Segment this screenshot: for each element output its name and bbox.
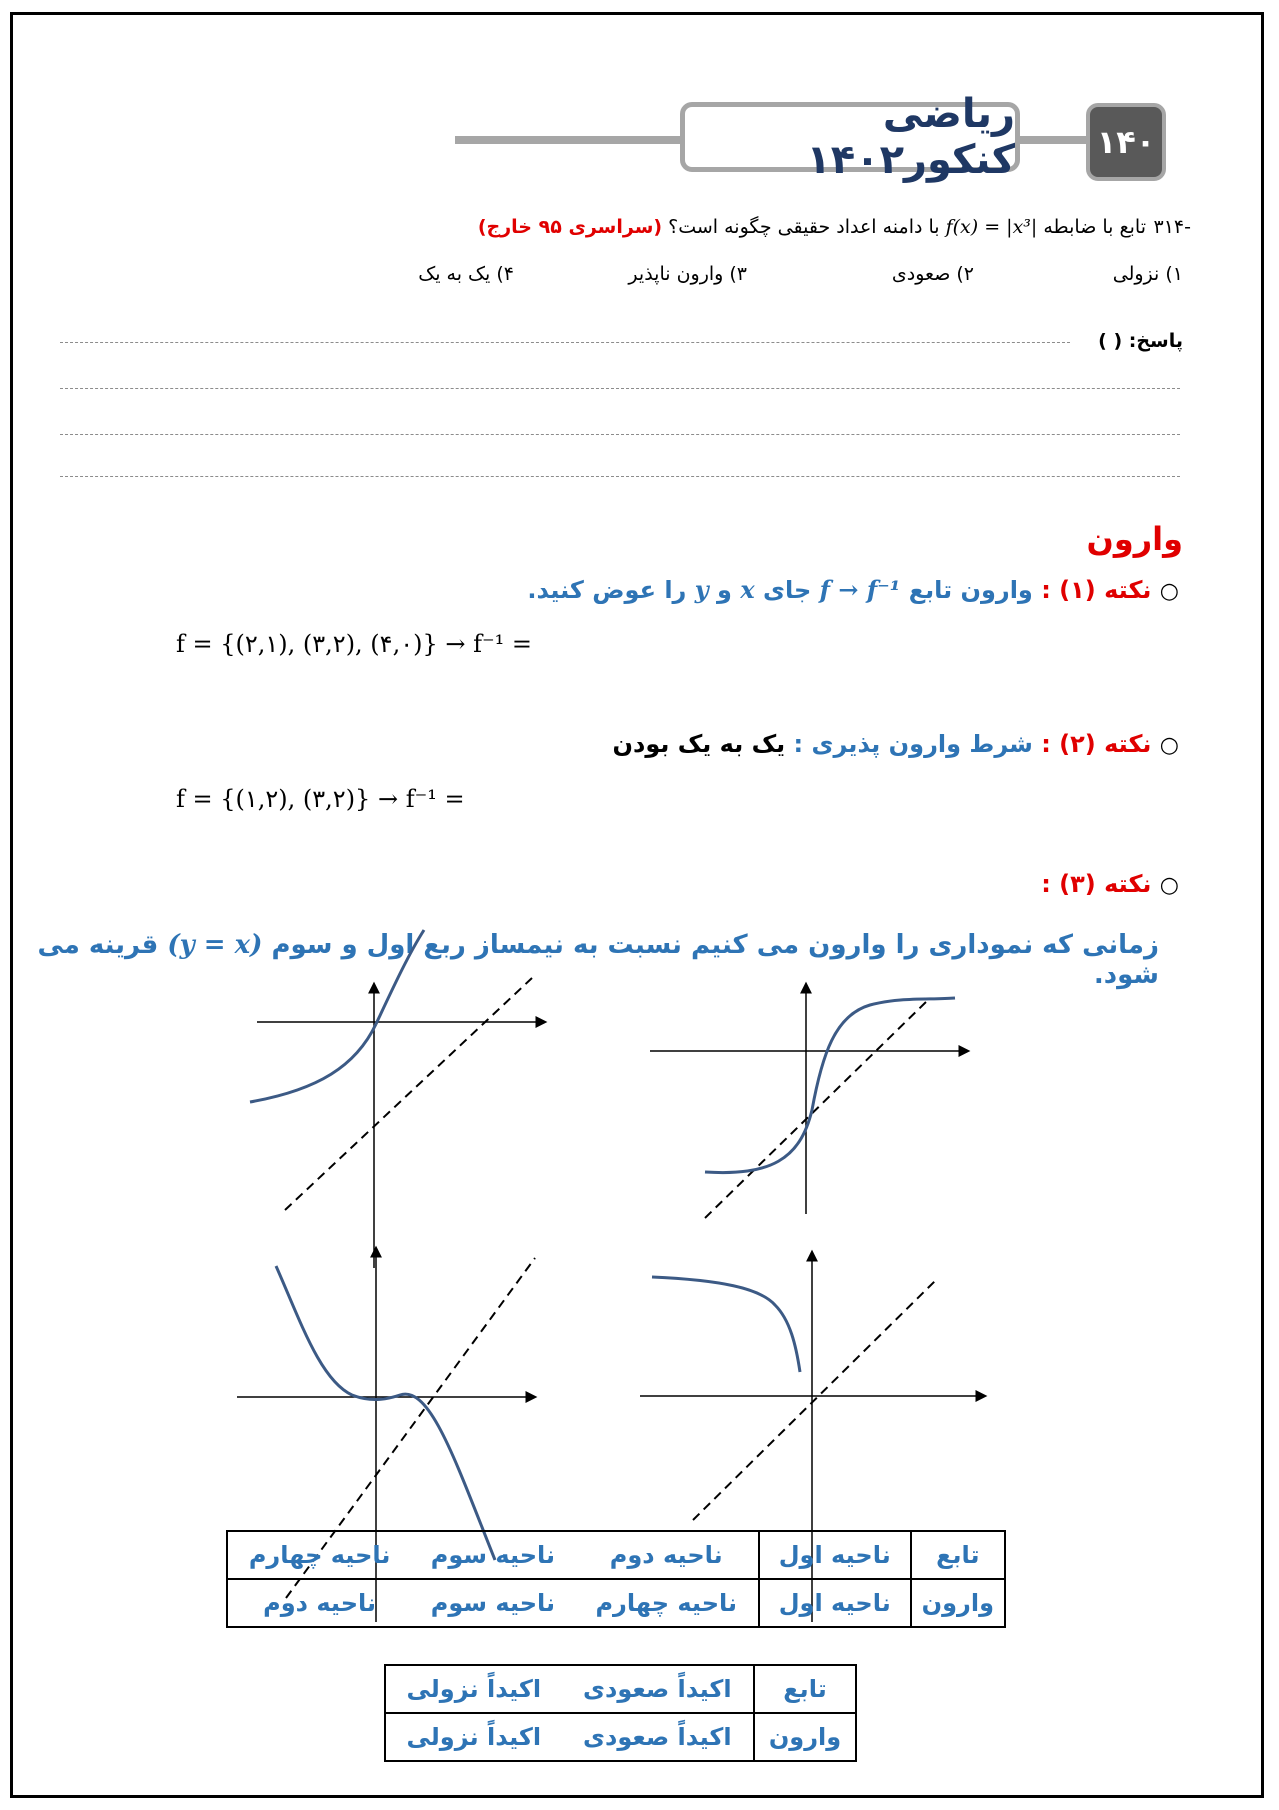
row-head: تابع: [911, 1531, 1005, 1579]
note-1-bullet: ○: [1159, 579, 1179, 604]
graph-top-right-final: [650, 984, 968, 1218]
table-cell: ناحیه دوم: [227, 1579, 411, 1627]
note-1-text-c: و: [717, 576, 732, 604]
answer-label: پاسخ: ( ): [1098, 330, 1183, 352]
note-3-desc-a: زمانی که نموداری را وارون می کنیم نسبت به نیمساز ربع اول و سوم: [271, 930, 1159, 960]
note-1-example: f = {(۲,۱), (۳,۲), (۴,۰)} → f⁻¹ =: [176, 630, 532, 658]
page-number: ۱۴۰: [1096, 123, 1156, 161]
table-row: [385, 1665, 856, 1713]
note-1-var-x: x: [740, 575, 755, 604]
table-cell: ناحیه چهارم: [575, 1579, 759, 1627]
note-3-label: نکته (۳) :: [1041, 870, 1152, 898]
question-text-before: تابع با ضابطه: [1043, 216, 1146, 238]
note-3-desc-formula: (y = x): [167, 930, 263, 960]
note-3-desc-b: قرینه می شود.: [37, 930, 1159, 990]
table-cell: ناحیه سوم: [411, 1531, 574, 1579]
question-text-after: با دامنه اعداد حقیقی چگونه است؟: [668, 216, 940, 238]
question-formula: f(x) = |x³|: [945, 216, 1038, 238]
note-2-bullet: ○: [1159, 733, 1179, 758]
table-cell: ناحیه دوم: [575, 1531, 759, 1579]
row-head: وارون: [754, 1713, 856, 1761]
note-2-example: f = {(۱,۲), (۳,۲)} → f⁻¹ =: [176, 785, 465, 813]
header-title: ریاضی کنکور۱۴۰۲: [806, 91, 1015, 183]
table-cell: اکیداً صعودی: [562, 1665, 754, 1713]
question-source: (سراسری ۹۵ خارج): [477, 216, 663, 238]
note-1-formula: f → f⁻¹: [819, 575, 901, 604]
table-cell: ناحیه چهارم: [227, 1531, 411, 1579]
graph-top-left-final: [200, 930, 560, 1275]
section-title: وارون: [1086, 520, 1183, 558]
note-3-bullet: ○: [1159, 873, 1179, 898]
bisector-line: [705, 1000, 928, 1218]
quadrant-table: [226, 1530, 1006, 1628]
note-1-text-d: را عوض کنید.: [527, 576, 687, 604]
table-cell: ناحیه اول: [759, 1531, 911, 1579]
bisector-line: [693, 1280, 936, 1520]
table-row: [227, 1579, 1005, 1627]
table-cell: ناحیه سوم: [411, 1579, 574, 1627]
option-4[interactable]: ۴) یک به یک: [418, 263, 514, 285]
table-cell: اکیداً صعودی: [562, 1713, 754, 1761]
curve: [276, 1266, 495, 1560]
table-cell: اکیداً نزولی: [385, 1713, 562, 1761]
option-2[interactable]: ۲) صعودی: [891, 263, 974, 285]
note-1-text-a: وارون تابع: [908, 576, 1033, 604]
monotonic-table: [384, 1664, 857, 1762]
table-row: [227, 1531, 1005, 1579]
row-head: تابع: [754, 1665, 856, 1713]
note-1-var-y: y: [694, 575, 709, 604]
curve: [705, 998, 955, 1173]
table-cell: ناحیه اول: [759, 1579, 911, 1627]
note-2-label: نکته (۲) :: [1041, 730, 1152, 758]
option-1[interactable]: ۱) نزولی: [1112, 263, 1183, 285]
note-2-text-a: شرط وارون پذیری :: [793, 730, 1033, 758]
curve: [652, 1277, 800, 1372]
note-1-text-b: جای: [763, 576, 812, 604]
note-1-label: نکته (۱) :: [1041, 576, 1152, 604]
row-head: وارون: [911, 1579, 1005, 1627]
table-row: [385, 1713, 856, 1761]
option-3[interactable]: ۳) وارون ناپذیر: [628, 263, 747, 285]
question-number: ۳۱۴-: [1153, 216, 1191, 238]
table-cell: اکیداً نزولی: [385, 1665, 562, 1713]
note-2-text-b: یک به یک بودن: [612, 730, 786, 758]
